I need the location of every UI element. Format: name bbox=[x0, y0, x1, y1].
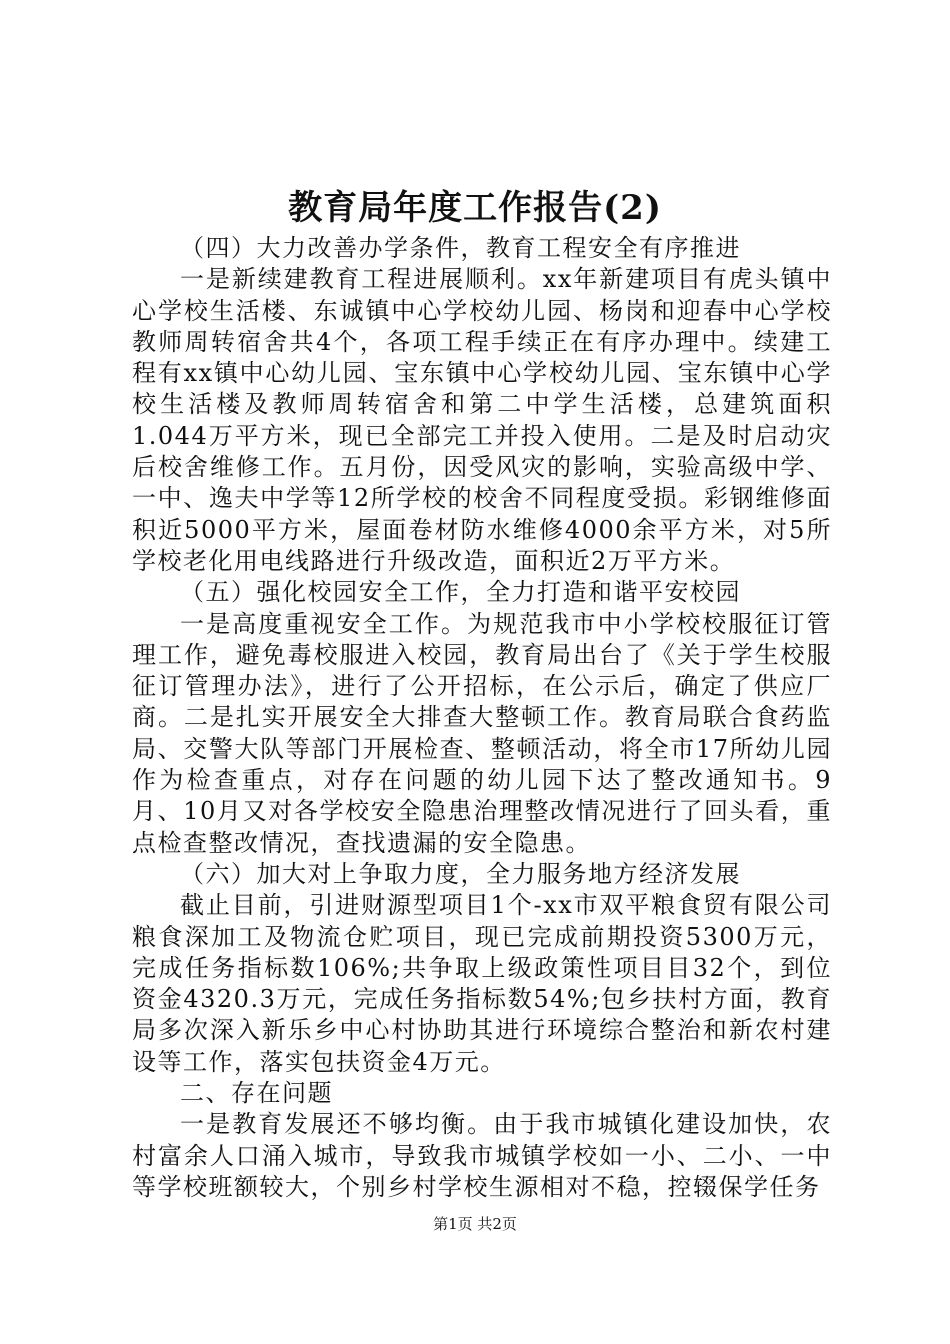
paragraph: 一是新续建教育工程进展顺利。xx年新建项目有虎头镇中心学校生活楼、东诚镇中心学校幼儿园、杨岗和迎春中心学校教师周转宿舍共4个，各项工程手续正在有序办理中。续建工程有xx镇中心幼儿园、宝东镇中心学校幼儿园、宝东镇中心学校生活楼及教师周转宿舍和第二中学生活楼，总建筑面积1.044万平方米，现已全部完工并投入使用。二是及时启动灾后校舍维修工作。五月份，因受风灾的影响，实验高级中学、一中、逸夫中学等12所学校的校舍不同程度受损。彩钢维修面积近5000平方米，屋面卷材防水维修4000余平方米，对5所学校老化用电线路进行升级改造，面积近2万平方米。 bbox=[132, 265, 832, 575]
paragraph: 一是高度重视安全工作。为规范我市中小学校校服征订管理工作，避免毒校服进入校园，教育局出台了《关于学生校服征订管理办法》，进行了公开招标，在公示后，确定了供应厂商。二是扎实开展安全大排查大整顿工作。教育局联合食药监局、交警大队等部门开展检查、整顿活动，将全市17所幼儿园作为检查重点，对存在问题的幼儿园下达了整改通知书。9月、10月又对各学校安全隐患治理整改情况进行了回头看，重点检查整改情况，查找遗漏的安全隐患。 bbox=[132, 609, 832, 857]
section-heading-4: （四）大力改善办学条件，教育工程安全有序推进 bbox=[180, 234, 741, 262]
paragraph: 截止目前，引进财源型项目1个-xx市双平粮食贸有限公司粮食深加工及物流仓贮项目，现已完成前期投资5300万元，完成任务指标数106%;共争取上级政策性项目目32个，到位资金4320.3万元，完成任务指标数54%;包乡扶村方面，教育局多次深入新乐乡中心村协助其进行环境综合整治和新农村建设等工作，落实包扶资金4万元。 bbox=[132, 891, 832, 1076]
document-title: 教育局年度工作报告(2) bbox=[288, 188, 662, 228]
paragraph: 一是教育发展还不够均衡。由于我市城镇化建设加快，农村富余人口涌入城市，导致我市城镇学校如一小、二小、一中等学校班额较大，个别乡村学校生源相对不稳，控辍保学任务 bbox=[132, 1110, 832, 1201]
section-heading-6: （六）加大对上争取力度，全力服务地方经济发展 bbox=[180, 859, 741, 888]
section-heading-5: （五）强化校园安全工作，全力打造和谐平安校园 bbox=[180, 578, 741, 607]
document-body bbox=[132, 233, 832, 1203]
section-heading-problems: 二、存在问题 bbox=[180, 1079, 333, 1108]
page-footer: 第1页 共2页 bbox=[433, 1215, 517, 1233]
